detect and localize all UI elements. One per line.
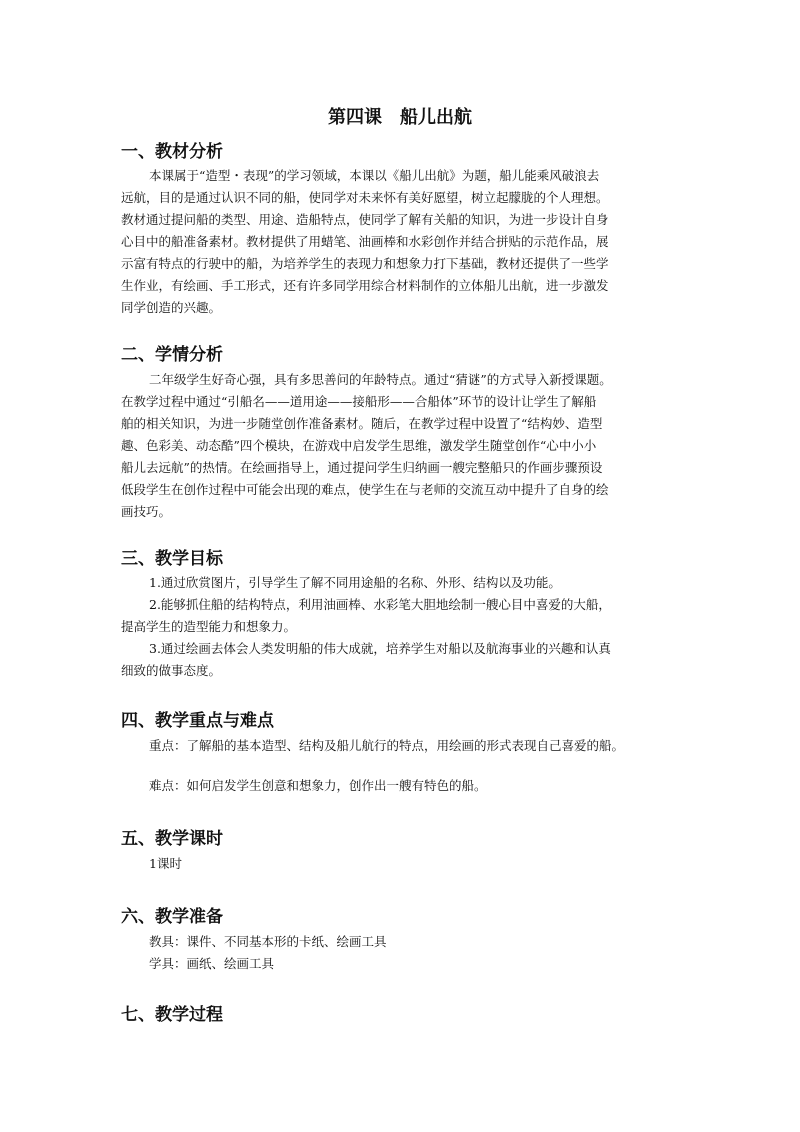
list-item: 3.通过绘画去体会人类发明船的伟大成就，培养学生对船以及航海事业的兴趣和认真 [149,641,611,656]
document-title: 第四课 船儿出航 [328,107,472,128]
section-heading-teaching-material: 一、教材分析 [121,142,223,162]
paragraph-line: 1课时 [149,856,182,871]
paragraph-line: 生作业，有绘画、手工形式，还有许多同学用综合材料制作的立体船儿出航，进一步激发 [121,278,609,293]
paragraph-line: 低段学生在创作过程中可能会出现的难点，使学生在与老师的交流互动中提升了自身的绘 [121,482,609,497]
paragraph-line: 趣、色彩美、动态酷”四个模块，在游戏中启发学生思维，激发学生随堂创作“心中小小 [121,438,597,453]
paragraph-line: 船儿去远航”的热情。在绘画指导上，通过提问学生归纳画一艘完整船只的作画步骤预设 [121,460,603,475]
section-heading-student-analysis: 二、学情分析 [121,345,223,365]
paragraph-line: 远航，目的是通过认识不同的船，使同学对未来怀有美好愿望，树立起朦胧的个人理想。 [121,190,609,205]
section-heading-preparation: 六、教学准备 [121,907,223,927]
paragraph-line: 教材通过提问船的类型、用途、造船特点，使同学了解有关船的知识，为进一步设计自身 [121,212,609,227]
paragraph-line: 教具：课件、不同基本形的卡纸、绘画工具 [149,934,387,949]
paragraph-line: 在教学过程中通过“引船名——道用途——接船形——合船体”环节的设计让学生了解船 [121,394,597,409]
paragraph-line: 心目中的船准备素材。教材提供了用蜡笔、油画棒和水彩创作并结合拼贴的示范作品，展 [121,234,609,249]
paragraph-line: 舶的相关知识，为进一步随堂创作准备素材。随后，在教学过程中设置了“结构妙、造型 [121,416,603,431]
paragraph-line: 二年级学生好奇心强，具有多思善问的年龄特点。通过“猜谜”的方式导入新授课题。 [149,372,612,387]
paragraph-line: 细致的做事态度。 [121,663,222,678]
paragraph-line: 画技巧。 [121,504,172,519]
section-heading-teaching-objectives: 三、教学目标 [121,549,223,569]
paragraph-line: 本课属于“造型・表现”的学习领域，本课以《船儿出航》为题，船儿能乘风破浪去 [149,168,600,183]
paragraph-line: 提高学生的造型能力和想象力。 [121,619,297,634]
section-heading-key-points: 四、教学重点与难点 [121,711,274,731]
paragraph-line: 同学创造的兴趣。 [121,300,222,315]
section-heading-teaching-process: 七、教学过程 [121,1005,223,1025]
paragraph-line: 重点：了解船的基本造型、结构及船儿航行的特点，用绘画的形式表现自己喜爱的船。 [149,738,625,753]
paragraph-line: 难点：如何启发学生创意和想象力，创作出一艘有特色的船。 [149,778,487,793]
paragraph-line: 学具：画纸、绘画工具 [149,956,275,971]
list-item: 1.通过欣赏图片，引导学生了解不同用途船的名称、外形、结构以及功能。 [149,575,561,590]
list-item: 2.能够抓住船的结构特点，利用油画棒、水彩笔大胆地绘制一艘心目中喜爱的大船， [149,597,611,612]
section-heading-class-hours: 五、教学课时 [121,829,223,849]
paragraph-line: 示富有特点的行驶中的船，为培养学生的表现力和想象力打下基础，教材还提供了一些学 [121,256,609,271]
